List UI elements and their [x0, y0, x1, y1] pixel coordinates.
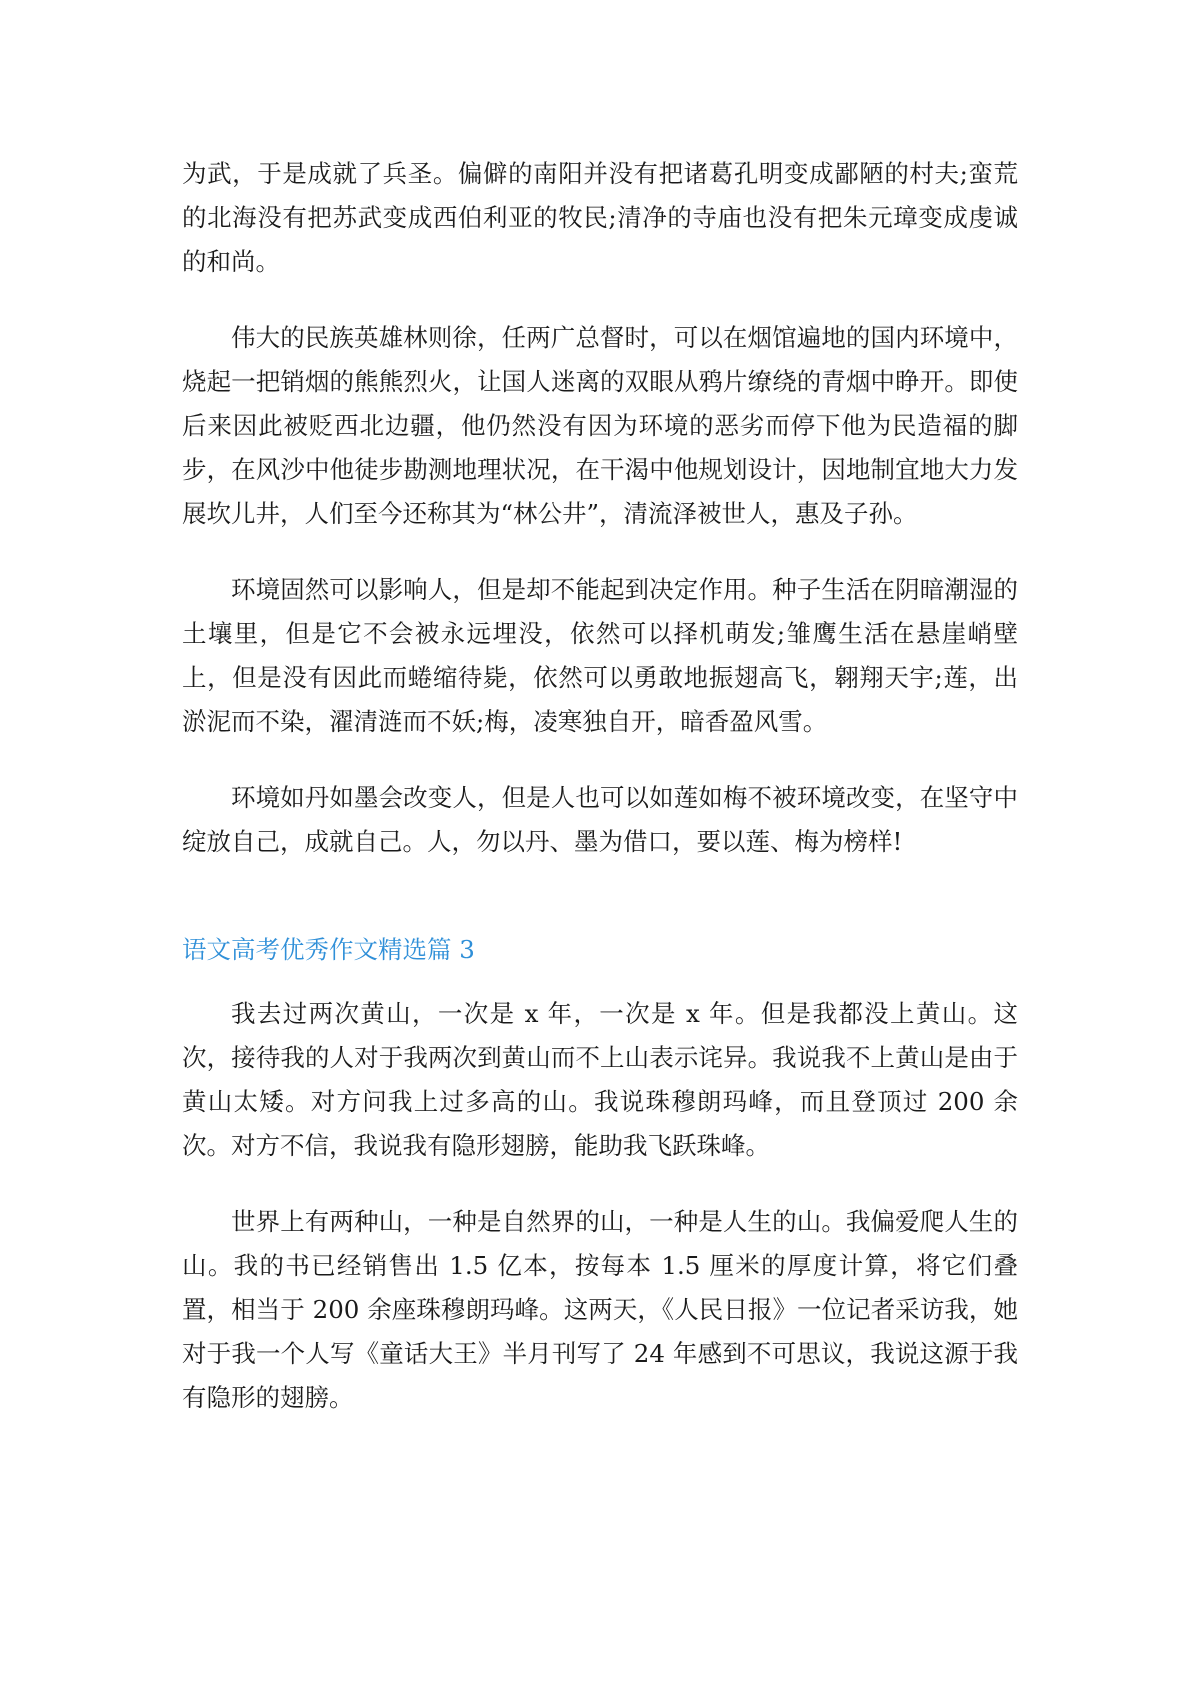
paragraph-huangshan: 我去过两次黄山，一次是 x 年，一次是 x 年。但是我都没上黄山。这次，接待我的人对于我两次到黄山而不上山表示诧异。我说我不上黄山是由于黄山太矮。对方问我上过多高的山。我说珠穆朗玛峰，而且登顶过 200 余次。对方不信，我说我有隐形翅膀，能助我飞跃珠峰。: [182, 999, 1018, 1160]
paragraph-continuation: 为武，于是成就了兵圣。偏僻的南阳并没有把诸葛孔明变成鄙陋的村夫;蛮荒的北海没有把苏武变成西伯利亚的牧民;清净的寺庙也没有把朱元璋变成虔诚的和尚。: [182, 159, 1018, 276]
paragraph-environment: 环境固然可以影响人，但是却不能起到决定作用。种子生活在阴暗潮湿的土壤里，但是它不会被永远埋没，依然可以择机萌发;雏鹰生活在悬崖峭壁上，但是没有因此而蜷缩待毙，依然可以勇敢地振翅高飞，翱翔天宇;莲，出淤泥而不染，濯清涟而不妖;梅，凌寒独自开，暗香盈风雪。: [182, 575, 1018, 736]
document-body: [182, 152, 1018, 1452]
paragraph-two-mountains: 世界上有两种山，一种是自然界的山，一种是人生的山。我偏爱爬人生的山。我的书已经销售出 1.5 亿本，按每本 1.5 厘米的厚度计算，将它们叠置，相当于 200 余座珠穆朗玛峰。这两天，《人民日报》一位记者采访我，她对于我一个人写《童话大王》半月刊写了 24 年感到不可思议，我说这源于我有隐形的翅膀。: [182, 1207, 1018, 1412]
paragraph-lin-zexu: 伟大的民族英雄林则徐，任两广总督时，可以在烟馆遍地的国内环境中，烧起一把销烟的熊熊烈火，让国人迷离的双眼从鸦片缭绕的青烟中睁开。即使后来因此被贬西北边疆，他仍然没有因为环境的恶劣而停下他为民造福的脚步，在风沙中他徒步勘测地理状况，在干渴中他规划设计，因地制宜地大力发展坎儿井，人们至今还称其为“林公井”，清流泽被世人，惠及子孙。: [182, 323, 1018, 528]
section-heading: 语文高考优秀作文精选篇 3: [182, 935, 475, 964]
paragraph-conclusion: 环境如丹如墨会改变人，但是人也可以如莲如梅不被环境改变，在坚守中绽放自己，成就自己。人，勿以丹、墨为借口，要以莲、梅为榜样!: [182, 783, 1018, 856]
